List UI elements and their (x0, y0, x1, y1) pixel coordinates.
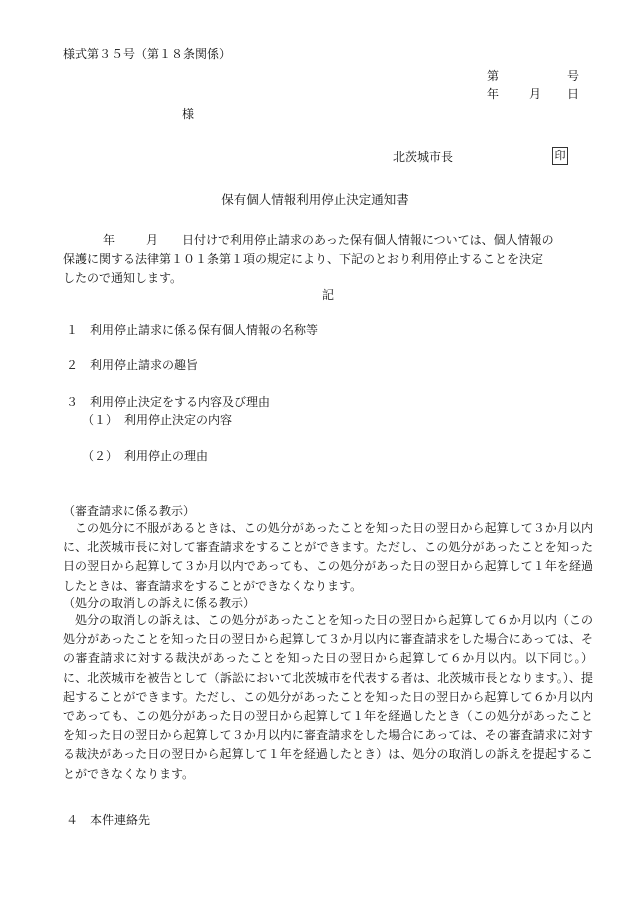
torikeshi-heading: （処分の取消しの訴えに係る教示） (63, 596, 256, 610)
intro-line-3: したので通知します。 (63, 271, 183, 285)
item-3-sub-2: （２） 利用停止の理由 (82, 449, 209, 463)
doc-number-go: 号 (567, 69, 580, 83)
issuer-name: 北茨城市長 (393, 150, 454, 164)
form-number: 様式第３５号（第１８条関係） (63, 47, 232, 61)
addressee-suffix: 様 (182, 107, 195, 121)
document-title: 保有個人情報利用停止決定通知書 (221, 192, 409, 207)
item-2: ２ 利用停止請求の趣旨 (66, 358, 199, 372)
seal-stamp: 印 (552, 147, 568, 165)
doc-number-dai: 第 (487, 69, 500, 83)
item-4: ４ 本件連絡先 (66, 813, 151, 827)
torikeshi-text: 処分の取消しの訴えは、この処分があったことを知った日の翌日から起算して６か月以内（この処分があったことを知った日の翌日から起算して３か月以内に審査請求をした場合にあっては、その審査請求に対する裁決があったことを知った日の翌日から起算して６か月以内。以下同じ。）に、北茨城市を被告として（訴訟において北茨城市を代表する者は、北茨城市長となります。）、提起することができます。ただし、この処分があったことを知った日の翌日から起算して６か月以内であっても、この処分があった日の翌日から起算して１年を経過したとき（この処分があったことを知った日の翌日から起算して３か月以内に審査請求をした場合にあっては、その審査請求に対する裁決があった日の翌日から起算して１年を経過したとき）は、処分の取消しの訴えを提起することができなくなります。 (63, 613, 593, 781)
date-day-label: 日 (567, 87, 580, 101)
shinsa-text: この処分に不服があるときは、この処分があったことを知った日の翌日から起算して３か月以内に、北茨城市長に対して審査請求をすることができます。ただし、この処分があったことを知った日の翌日から起算して３か月以内であっても、この処分があった日の翌日から起算して１年を経過したときは、審査請求をすることができなくなります。 (63, 521, 593, 593)
ki-heading: 記 (322, 288, 335, 302)
shinsa-heading: （審査請求に係る教示） (63, 504, 196, 518)
intro-date-month: 月 (146, 233, 159, 247)
date-year-label: 年 (487, 87, 500, 101)
date-month-label: 月 (529, 87, 542, 101)
intro-line-2: 保護に関する法律第１０１条第１項の規定により、下記のとおり利用停止することを決定 (63, 252, 544, 266)
intro-line-1: 日付けで利用停止請求のあった保有個人情報については、個人情報の (182, 233, 554, 247)
item-1: １ 利用停止請求に係る保有個人情報の名称等 (66, 323, 319, 337)
item-3-sub-1: （１） 利用停止決定の内容 (82, 413, 233, 427)
item-3: ３ 利用停止決定をする内容及び理由 (66, 395, 271, 409)
intro-date-year: 年 (103, 233, 116, 247)
